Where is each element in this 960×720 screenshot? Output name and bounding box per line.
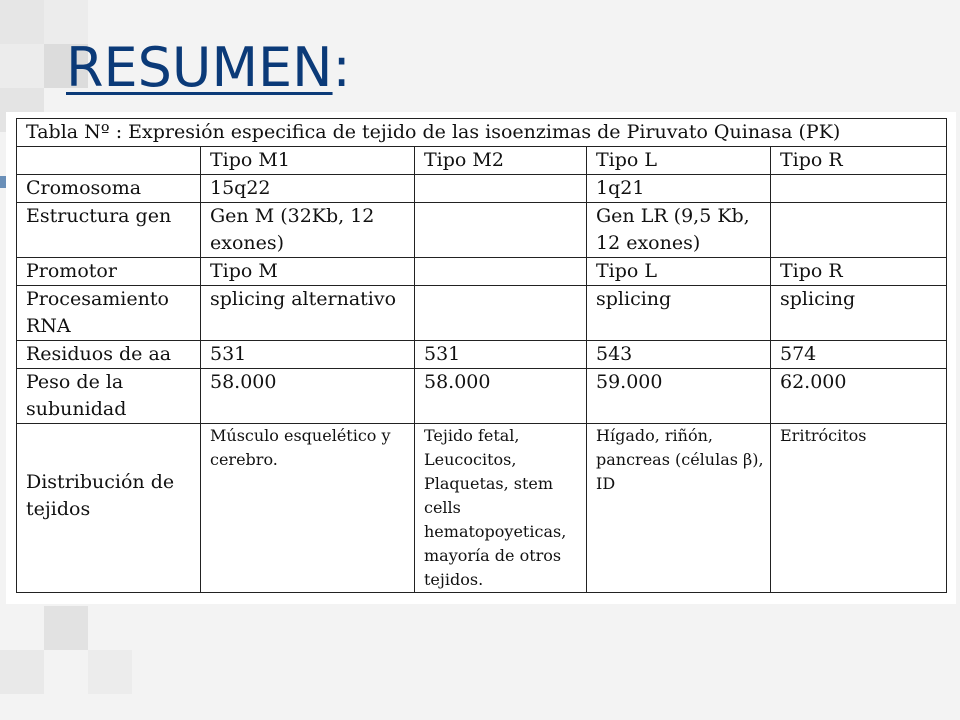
table-header-cell: Tipo M1 [201,147,415,175]
cell-m2: 531 [415,341,587,369]
cell-l: 59.000 [587,369,771,424]
cell-m2 [415,175,587,203]
cell-l: splicing [587,286,771,341]
table-row [17,258,947,286]
slide-title [66,36,351,99]
table-header-cell: Tipo M2 [415,147,587,175]
cell-m1: Gen M (32Kb, 12 exones) [201,203,415,258]
row-label: Cromosoma [17,175,201,203]
cell-m2: 58.000 [415,369,587,424]
cell-r: 62.000 [771,369,947,424]
table-row [17,369,947,424]
cell-l: Gen LR (9,5 Kb, 12 exones) [587,203,771,258]
row-label: Distribución de tejidos [17,424,201,593]
cell-m1: splicing alternativo [201,286,415,341]
table-row [17,341,947,369]
slide-title-suffix: : [332,36,351,99]
cell-m2 [415,258,587,286]
cell-m1: 15q22 [201,175,415,203]
cell-m1: Tipo M [201,258,415,286]
row-label: Estructura gen [17,203,201,258]
pk-isoenzyme-table [16,118,947,593]
table-header-cell: Tipo R [771,147,947,175]
row-label: Peso de la subunidad [17,369,201,424]
row-label: Residuos de aa [17,341,201,369]
table-row [17,203,947,258]
table-row [17,175,947,203]
table-header-cell: Tipo L [587,147,771,175]
cell-r [771,175,947,203]
cell-r [771,203,947,258]
cell-m1: 58.000 [201,369,415,424]
cell-l: 543 [587,341,771,369]
cell-r: Eritrócitos [771,424,947,593]
cell-l: Tipo L [587,258,771,286]
cell-l: 1q21 [587,175,771,203]
row-label: Procesamiento RNA [17,286,201,341]
table-row [17,286,947,341]
cell-r: splicing [771,286,947,341]
cell-r: 574 [771,341,947,369]
table-header-cell [17,147,201,175]
cell-l: Hígado, riñón, pancreas (células β), ID [587,424,771,593]
row-label: Promotor [17,258,201,286]
cell-m2: Tejido fetal, Leucocitos, Plaquetas, stem cells hematopoyeticas, mayoría de otros tejidos. [415,424,587,593]
cell-m2 [415,286,587,341]
table-row [17,424,947,593]
table-image [6,112,956,604]
cell-m1: Músculo esquelético y cerebro. [201,424,415,593]
table-caption: Tabla Nº : Expresión especifica de tejido de las isoenzimas de Piruvato Quinasa (PK) [17,119,947,147]
cell-m1: 531 [201,341,415,369]
cell-r: Tipo R [771,258,947,286]
cell-m2 [415,203,587,258]
slide-title-text: RESUMEN [66,36,333,99]
